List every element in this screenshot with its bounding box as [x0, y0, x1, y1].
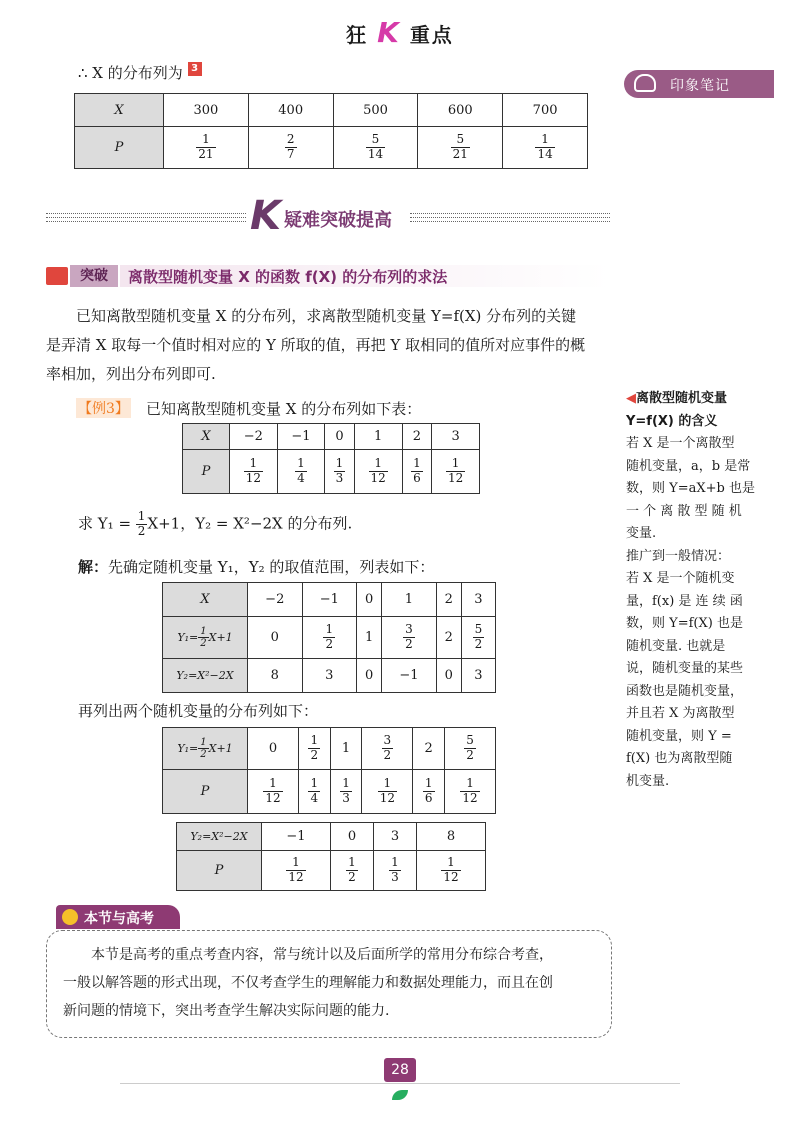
sidebar-line: 若 X 是一个随机变 [626, 571, 735, 586]
section-divider-left [46, 221, 246, 222]
section-k-logo: K [250, 193, 281, 239]
example-question [78, 510, 352, 539]
sidebar-line: 若 X 是一个离散型 [626, 436, 735, 451]
header-brand-suffix: 重点 [409, 23, 454, 47]
example-distribution-table [182, 423, 480, 494]
header-brand-k: K [377, 16, 401, 49]
sidebar-line: 数，则 Y=f(X) 也是 [626, 616, 743, 631]
table-cell: $\frac{1}{4}$ [298, 770, 330, 814]
table-cell: 2 [436, 583, 461, 617]
sidebar-title: Y=f(X) 的含义 [626, 413, 718, 429]
table-cell: $\frac{1}{2}$ [330, 851, 373, 891]
top-intro-text: ∴ X 的分布列为 [78, 64, 183, 82]
table-cell: 8 [416, 823, 485, 851]
note-badge: 3 [188, 62, 202, 76]
table-cell: $\frac{1}{14}$ [503, 127, 588, 169]
table-cell: $\frac{1}{4}$ [277, 450, 324, 494]
table-cell: 3 [373, 823, 416, 851]
footer-line [120, 1083, 680, 1084]
sidebar-note [626, 388, 788, 793]
section-divider-left [46, 213, 246, 214]
table-cell: $\frac{1}{12}$ [445, 770, 496, 814]
section-divider-right [410, 213, 610, 214]
table-cell: 3 [461, 583, 495, 617]
table-cell: −1 [277, 424, 324, 450]
table-cell: $\frac{1}{3}$ [330, 770, 362, 814]
breakthrough-tag: 突破 [70, 265, 118, 287]
paragraph-line: 是弄清 X 取每一个值时相对应的 Y 所取的值，再把 Y 取相同的值所对应事件的概 [46, 336, 586, 354]
arrow-left-icon: ◀ [626, 391, 636, 406]
table-cell: 2 [413, 728, 445, 770]
table-cell: −2 [248, 583, 303, 617]
table-cell: −1 [302, 583, 357, 617]
table-cell: 0 [357, 583, 382, 617]
table-cell: $\frac{1}{12}$ [248, 770, 299, 814]
leaf-icon [392, 1090, 408, 1100]
table-cell: 400 [248, 94, 333, 127]
table-cell: 500 [333, 94, 418, 127]
section-divider-right [410, 221, 610, 222]
sidebar-line: 随机变量，a，b 是常 [626, 458, 751, 474]
header-brand-prefix: 狂 [346, 23, 369, 47]
table-header-x: X [183, 424, 230, 450]
sidebar-line: 变量. [626, 526, 657, 541]
table-cell: 2 [436, 617, 461, 659]
paragraph-line: 已知离散型随机变量 X 的分布列，求离散型随机变量 Y=f(X) 分布列的关键 [76, 307, 577, 325]
table-cell: $\frac{5}{14}$ [333, 127, 418, 169]
table-header-y1: Y₁= $\frac{1}{2}$ X+1 [163, 728, 248, 770]
table-header-x: X [75, 94, 164, 127]
intro-paragraph [46, 302, 616, 389]
table-header-p: P [183, 450, 230, 494]
section-divider-right [410, 217, 610, 218]
table-cell: 700 [503, 94, 588, 127]
table-cell: 0 [325, 424, 355, 450]
table-cell: 600 [418, 94, 503, 127]
table-cell: $\frac{5}{21}$ [418, 127, 503, 169]
table-cell: $\frac{3}{2}$ [362, 728, 413, 770]
exam-line: 本节是高考的重点考查内容，常与统计以及后面所学的常用分布综合考查， [91, 947, 553, 963]
solution-label: 解： [78, 558, 109, 576]
table-cell: 2 [402, 424, 432, 450]
table-cell: 1 [357, 617, 382, 659]
sidebar-line: 随机变量，则 Y = [626, 728, 732, 744]
table-cell: 0 [436, 659, 461, 693]
y1-distribution-table [162, 727, 496, 814]
breakthrough-title: 离散型随机变量 X 的函数 f(X) 的分布列的求法 [128, 268, 448, 286]
sidebar-line: 函数也是随机变量， [626, 683, 744, 699]
section-divider-left [46, 217, 246, 218]
sidebar-line: 推广到一般情况： [626, 548, 731, 564]
question-suffix: X+1，Y₂ = X²−2X 的分布列. [147, 514, 353, 533]
solution-line2: 再列出两个随机变量的分布列如下： [78, 702, 319, 720]
table-cell: 0 [248, 617, 303, 659]
top-intro [78, 62, 202, 83]
table-cell: $\frac{1}{12}$ [262, 851, 331, 891]
table-cell: $\frac{1}{6}$ [413, 770, 445, 814]
exam-tag-label: 本节与高考 [84, 911, 154, 927]
table-cell: 0 [248, 728, 299, 770]
table-header-x: X [163, 583, 248, 617]
table-cell: 3 [461, 659, 495, 693]
page-header [0, 16, 800, 49]
table-cell: 0 [357, 659, 382, 693]
half-fraction: $\frac{1}{2}$ [137, 509, 146, 538]
example-tag: 【例3】 [76, 398, 131, 418]
table-cell: $\frac{2}{7}$ [248, 127, 333, 169]
side-tab-label: 印象笔记 [670, 78, 730, 94]
table-cell: $\frac{1}{3}$ [373, 851, 416, 891]
table-cell: −2 [230, 424, 278, 450]
table-header-p: P [177, 851, 262, 891]
table-cell: 1 [382, 583, 437, 617]
table-header-p: P [75, 127, 164, 169]
sidebar-title: ◀离散型随机变量 [626, 391, 728, 406]
question-prefix: 求 Y₁ = [78, 514, 136, 533]
exam-line: 新问题的情境下，突出考查学生解决实际问题的能力. [63, 1003, 390, 1019]
table-cell: $\frac{1}{3}$ [325, 450, 355, 494]
sidebar-line: 机变量. [626, 773, 670, 789]
bulb-icon [62, 909, 78, 925]
table-header-y2: Y₂=X²−2X [177, 823, 262, 851]
table-cell: 1 [354, 424, 402, 450]
table-cell: 300 [164, 94, 249, 127]
table-cell: $\frac{5}{2}$ [445, 728, 496, 770]
section-title: 疑难突破提高 [284, 210, 392, 231]
sidebar-line: 并且若 X 为离散型 [626, 706, 735, 721]
table-cell: −1 [382, 659, 437, 693]
table-cell: $\frac{1}{12}$ [416, 851, 485, 891]
exam-box [46, 930, 612, 1038]
sidebar-line: 数，则 Y=aX+b 也是 [626, 481, 755, 496]
solution-text: 先确定随机变量 Y₁，Y₂ 的取值范围，列表如下： [108, 558, 435, 576]
table-cell: −1 [262, 823, 331, 851]
solution-line1 [78, 556, 434, 577]
table-cell: 8 [248, 659, 303, 693]
table-header-y1: Y₁= $\frac{1}{2}$ X+1 [163, 617, 248, 659]
paragraph-line: 率相加，列出分布列即可. [46, 365, 216, 383]
table-cell: $\frac{1}{21}$ [164, 127, 249, 169]
exam-tag [56, 905, 180, 929]
notebook-icon [634, 74, 656, 92]
table-cell: $\frac{1}{12}$ [354, 450, 402, 494]
top-distribution-table [74, 93, 588, 169]
table-cell: 0 [330, 823, 373, 851]
book-icon [46, 267, 68, 285]
table-cell: $\frac{5}{2}$ [461, 617, 495, 659]
exam-line: 一般以解答题的形式出现，不仅考查学生的理解能力和数据处理能力，而且在创 [63, 975, 553, 991]
sidebar-line: 说，随机变量的某些 [626, 661, 744, 676]
table-cell: $\frac{1}{2}$ [298, 728, 330, 770]
table-cell: $\frac{1}{12}$ [432, 450, 480, 494]
table-cell: $\frac{3}{2}$ [382, 617, 437, 659]
sidebar-line: 量，f(x) 是 连 续 函 [626, 593, 743, 609]
table-cell: $\frac{1}{12}$ [362, 770, 413, 814]
table-cell: 3 [432, 424, 480, 450]
example-text: 已知离散型随机变量 X 的分布列如下表： [146, 400, 422, 418]
table-header-y2: Y₂=X²−2X [163, 659, 248, 693]
table-cell: $\frac{1}{12}$ [230, 450, 278, 494]
table-cell: 1 [330, 728, 362, 770]
table-cell: 3 [302, 659, 357, 693]
table-cell: $\frac{1}{6}$ [402, 450, 432, 494]
value-range-table [162, 582, 496, 693]
sidebar-line: 一 个 离 散 型 随 机 [626, 503, 742, 519]
side-tab [624, 70, 774, 98]
page-number: 28 [384, 1058, 416, 1082]
sidebar-line: 随机变量. 也就是 [626, 638, 726, 654]
table-cell: $\frac{1}{2}$ [302, 617, 357, 659]
y2-distribution-table [176, 822, 486, 891]
sidebar-line: f(X) 也为离散型随 [626, 751, 733, 766]
table-header-p: P [163, 770, 248, 814]
